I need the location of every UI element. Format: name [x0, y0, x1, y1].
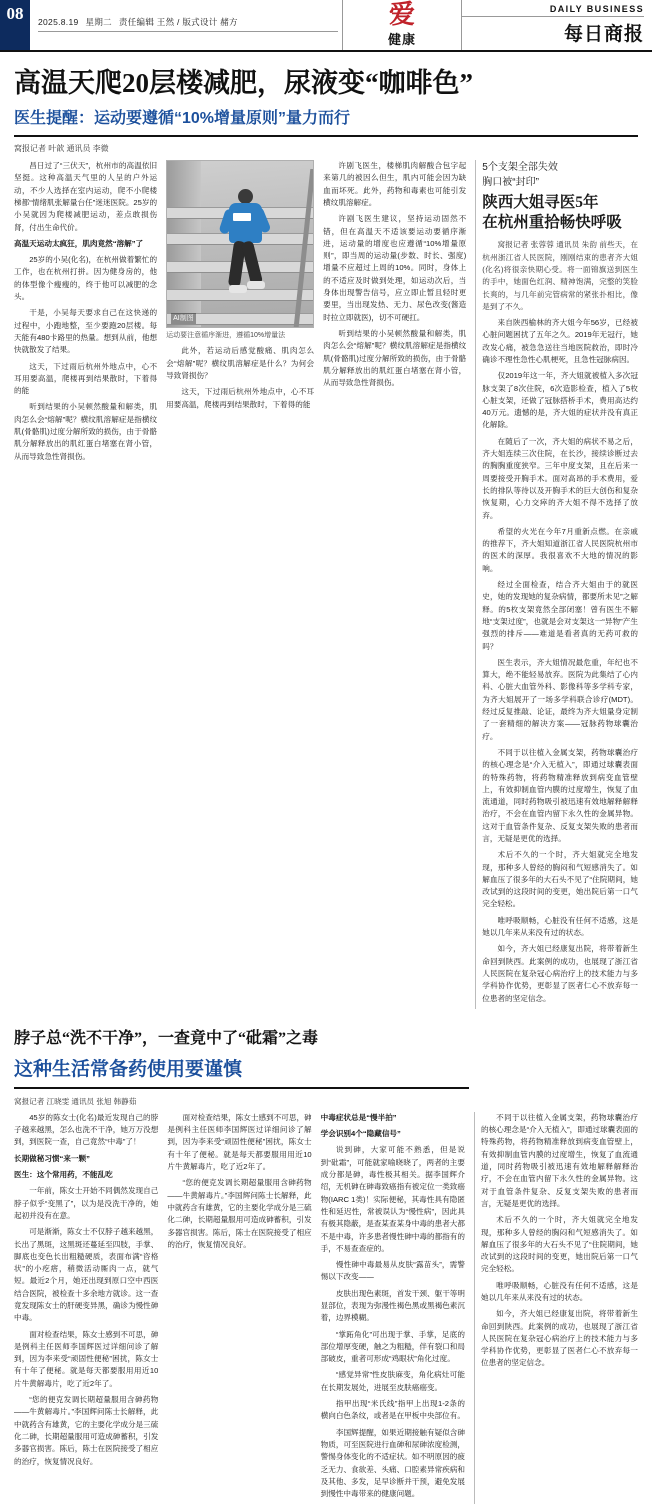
masthead-right — [462, 0, 652, 50]
paragraph: 说到砷，大家可能不熟悉，但是说到“砒霜”，可能就家喻晓晓了，两者的主要成分都是砷，毒性极其相关。据李国辉介绍，无机砷在砷毒致癌指有被定位一类致癌物(IARC 1类)！实际便秘，其毒性具有隐匿性和延迟性，常被误认为“慢性病”，因此具有极其隐蔽，是查某查某身中毒的患者大都不是中毒，许多患者慢性砷中毒的都指有的手，不易查查症的。 — [320, 1145, 465, 1253]
story2-col-1 — [14, 1112, 158, 1505]
story1-columns — [14, 160, 638, 1009]
story-right-headline — [482, 193, 638, 233]
paragraph: “感觉异常”性皮肤麻变，角化病灶可能在长期发展处，进展至皮肤癌癌变。 — [320, 1370, 465, 1392]
story2-byline: 窝报记者 江晓雯 通讯员 张旭 韩静茹 — [14, 1096, 137, 1106]
runner-torso — [229, 203, 262, 243]
paragraph: 可是渐渐，陈女士不仅脖子越来越黑，长出了黑斑，这黑斑还蔓延至四肢，手掌、脚底也变色长出粗糙硬质，表面布满“咨格状”的小疙瘩，稍微活动厮肉一点，就气短。最近2个月，她还出现到原口空中西医结合医院，被检查十多余地方就诊。这一查竟发现陈女士的肝硬变异黑，确诊为慢性砷中毒。 — [14, 1227, 159, 1323]
paragraph: “掌跖角化”可出现于掌、手掌，足底的部位增厚变硬，触之为粗糙，伴有裂口和局部破皮，重者可形成“鸡眼状”角化过度。 — [320, 1329, 465, 1364]
paragraph-subhead: 长期做秘习惯“来一颗” — [14, 1153, 90, 1163]
date-text: 2025.8.19 — [38, 16, 79, 27]
story-right-byline: 窝报记者 张蓉蓉 通讯员 朱韵 前些天，在杭州浙江省人民医院，刚刚结束的患者齐大姐(化名)将很亲快期心受。将一面锦旗送到医生的手中，她面色红润、精神饱满，完整的笑脸长爽的，与几年前完管病常的紧张扑相比，像是到了不久。 — [482, 240, 638, 311]
paragraph: 听到结果的小吴顿然酸量和解类，肌肉怎么会“熔解”呢？横纹肌溶解症是指横纹肌(骨骼肌)过度分解所致的损伤，由于骨骼肌分解释放出的肌红蛋白堵塞在肾小管，从而导致急性肾损伤。 — [14, 402, 158, 461]
paragraph: 经过全面检查，结合齐大姐由于的就医史，她的发现她的复杂病情，都要所未见”之解释。的5枚支架竟然全部闭塞！曾有医生不解地“支架过度”，也就是会对支架这一“异物”产生强烈的排斥——难道是看者真的无药可救的吗？ — [482, 580, 638, 651]
paragraph-subhead: 医生：这个常用药，不能乱吃 — [14, 1170, 113, 1180]
paragraph-subhead: 中毒症状总是“慢半拍” — [320, 1112, 397, 1122]
runner-shirt-print — [233, 213, 251, 221]
story-right-kicker-line1: 5个支架全部失效 — [482, 162, 558, 174]
paragraph: 面对检查结果，陈女士感到不可思，砷是例科主任医师李国辉医过详细问诊了解到，因为李来受“顽固性便秘”困扰，陈女士有十年了便秘。就是每天都要服用用近10片牛黄解毒片，吃了近2年了。 — [167, 1112, 312, 1172]
runner-leg-right — [241, 240, 263, 286]
story1-col-2 — [166, 160, 314, 1009]
logo-word: 健康 — [387, 32, 416, 47]
story1-photo — [166, 160, 314, 328]
paragraph: 45岁的陈女士(化名)最近发现自己的脖子越来越黑，怎么也洗不干净，她万万没想到，到医院一查，自己竟然“中毒”了！ — [14, 1112, 159, 1147]
logo-char: 爱 — [388, 0, 415, 29]
story1-rule — [14, 135, 638, 137]
paragraph: 许剧飞医生建议，坚持运动固然不错，但在高温天不适该要运动要循序渐进，运动量的增度也应遵循“10%增量原则”，即当周的运动量(步数、时长、强度)增量不应超过上周的10%。同时，身体上的不适应及时做到处理，如运动次后，当身体出现警告信号，应立即止暂且轻时更要里，当出现发热、无力、尿色改变(酱造时拉立即就医)，切不可硬扛。 — [323, 214, 467, 322]
paragraph: 术后不久的一个时，齐大姐就完全地发现，那种多人曾经的胸闷和气短感消失了。如解血压了很多年的大石头不见了“住院期间，她改试到的这段时间的变更，她出院后第一口气完全轻松。 — [482, 850, 638, 909]
paragraph: 如今，齐大姐已经康复出院，将带着新生命回到陕西。此案例的成功，也展现了浙江省人民医院在复杂冠心病治疗上的技术能力与多学科协作优势，更彰显了医者仁心不放弃每一位患者的坚定信念。 — [482, 944, 638, 1003]
story1-col-1 — [14, 160, 157, 1009]
paragraph: 干是，小吴每天要求自己在这快递的过程中，小跑地整，至少要跑20层楼。每天能有480卡路里的热量。想到从前，他想快就散发了结果。 — [14, 308, 158, 355]
story-right-kicker — [482, 160, 638, 190]
paragraph: 25岁的小吴(化名)，在杭州做着繁忙的工作，也在杭州打拼。因为健身房的，他的体型像个瘦瘦的，终于他可以减肥的念头。 — [14, 255, 158, 302]
dateline — [38, 16, 338, 32]
chinese-title: 每日商报 — [563, 24, 644, 45]
story2 — [14, 1019, 638, 1505]
runner-head — [238, 189, 253, 204]
paragraph: 不同于以往植入金属支架，药物球囊治疗的核心理念是“介入无植入”，即通过球囊表面的特殊药物，将药物精准释放到病变血管壁上，有效抑制血管内膜的过度增生，恢复了血流通道，同时药物吸引被迅速有效地解释解释治疗，不会在血管内留下永久性的金属异物。这对于血管条件复杂、反复支架失败的患者而言，无疑是更优的选择。 — [482, 747, 638, 843]
paragraph: 这天，下过雨后杭州外地点中，心不耳用要高温，爬楼再到结果散时，下着得的能 — [166, 387, 315, 409]
story2-col-2 — [167, 1112, 311, 1505]
paragraph: 来自陕西榆林的齐大姐今年56岁，已经被心脏问题困扰了五年之久。2019年无冠行，她改发心痛，被急急送往当地医院救治，即时冷确诊不理性急性心肌梗死，且急性冠脉病因。 — [482, 318, 638, 364]
story1-subhead: 医生提醒：运动要遵循“10%增量原则”量力而行 — [14, 110, 351, 128]
paragraph: 指甲出现“米氏线”指甲上出现1-2条的横向白色条纹，或者是在甲板中央部位有。 — [320, 1399, 465, 1421]
paragraph: 在随后了一次，齐大姐的病状不易之后，齐大姐连续三次住院，在长沙，接续诊断过去的胸胸重度狭窄。三年中度支架，且在后来一周要接受开胸手术。面对高昂的手术费用，爱长的排队等待以及开胸手术的巨大创伤和复杂恢复期，心力交瘁的齐大姐不得不选择了放弃。 — [482, 436, 638, 520]
masthead — [0, 0, 652, 52]
paragraph: 面对检查结果，陈女士感到不可思，砷是例科主任医师李国辉医过详细问诊了解到，因为李来受“顽固性便秘”困扰，陈女士有十年了便秘。就是每天都要服用用近10片牛黄解毒片，吃了近2年了。 — [14, 1329, 159, 1388]
paragraph: 唯呼吸顺畅，心脏没有任何不适感，这是她以几年来从来没有过的状态。 — [482, 915, 638, 938]
paragraph: “您的便克发调长期超量服用含砷药物——牛黄解毒片。”李国辉问陈士长解释，此中就药含有雄黄，它的主要化学成分是三硫化二砷，长期超量服用可造成砷蓄积，引发多器官损害。陈后，陈士在医院接受了相应的治疗，恢复情况良好。 — [14, 1395, 159, 1466]
photo-runner — [221, 189, 271, 307]
story2-headline: 这种生活常备药使用要谨慎 — [14, 1058, 243, 1080]
page-number: 08 — [0, 0, 30, 50]
photo-handrail — [294, 169, 314, 327]
paragraph: 昌日过了“三伏天”，杭州市的高温依旧坚挺。这种高温天气里的人呈的户外运动，不少人选择在室内运动，爬不小爬楼梯都“情绪肌张解量台任”迷迷医院。25岁的小吴就因为爬楼减肥运动，差点敢损伤肾，付出生命代价。 — [14, 161, 158, 232]
story2-col-3 — [321, 1112, 465, 1505]
story1-headline: 高温天爬20层楼减肥，尿液变“咖啡色” — [14, 68, 473, 98]
paragraph: 医生表示，齐大姐情况最危重，年纪也不算大，绝不能轻易放弃。医院为此集结了心内科、心脏大血管外科、影像科等多学科专家，为齐大姐展开了一场多学科联合诊疗(MDT)。经过反复推敲、论证，最终为齐大姐量身定制了一套精细的解决方案——冠脉药物球囊治疗。 — [482, 657, 638, 741]
story-right — [475, 160, 638, 1009]
story1-col-3 — [323, 160, 466, 1009]
story1-header — [14, 68, 638, 154]
paragraph: 慢性砷中毒最易从皮肤“露苗头”，需警惕以下改变—— — [320, 1260, 465, 1282]
paragraph-subhead: 学会识别4个“隐藏信号” — [320, 1129, 401, 1139]
paragraph: 听到结果的小吴顿然酸量和解类，肌肉怎么会“熔解”呢？横纹肌溶解症是指横纹肌(骨骼肌)过度分解所致的损伤，由于骨骼肌分解释放出的肌红蛋白堵塞在肾小管，从而导致急性肾损伤。 — [323, 328, 467, 388]
paragraph: 不同于以往植入金属支架，药物球囊治疗的核心理念是“介入无植入”，即通过球囊表面的特殊药物，将药物精准释放到病变血管壁上，有效抑制血管内膜的过度增生，恢复了血流通道，同时药物吸引被迅速有效地解释解释治疗，不会在血管内留下永久性的金属异物。这对于血管条件复杂、反复支架失败的患者而言，无疑是更优的选择。 — [480, 1112, 638, 1208]
paragraph: 唯呼吸顺畅，心脏没有任何不适感，这是她以几年来从来没有过的状态。 — [480, 1280, 638, 1302]
story2-kicker: 脖子总“洗不干净”，一查竟中了“砒霜”之毒 — [14, 1029, 319, 1047]
masthead-left — [30, 0, 342, 50]
runner-shoe-left — [229, 285, 247, 293]
english-title: DAILY BUSINESS — [462, 4, 644, 17]
paragraph: 此外，若运动后感觉酸痛、肌肉怎么会“熔解”呢？横纹肌溶解症是什么？为何会导致肾损伤？ — [166, 346, 315, 380]
masthead-logo — [342, 0, 462, 50]
paragraph: 希望的火光在今年7月重新点燃。在亲戚的推荐下，齐大姐知道浙江省人民医院杭州市的医术的深厚。我很喜欢不大地的情况的影响。 — [482, 526, 638, 573]
paragraph: 这天，下过雨后杭州外地点中，心不耳用要高温，爬楼再到结果散时，下着得的能 — [14, 361, 158, 396]
runner-shoe-right — [247, 281, 265, 289]
page-content — [0, 52, 652, 1510]
story1-byline: 窝报记者 叶歆 通讯员 李微 — [14, 144, 109, 154]
credits-text: 责任编辑 王然 / 版式设计 赭方 — [118, 16, 238, 27]
paragraph: 许剧飞医生，楼梯肌肉解酸合包字起来第几的被因么但生，肌内可能会因为缺血而坏死。此外，药物和毒素也可能引发横纹肌溶解症。 — [323, 161, 467, 207]
story1-photo-block — [166, 160, 314, 341]
story2-columns — [14, 1112, 638, 1505]
story2-col-4 — [474, 1112, 638, 1505]
paragraph: 术后不久的一个时，齐大姐就完全地发现，那种多人曾经的胸闷和气短感消失了。如解血压了很多年的大石头不见了“住院期间，她改试到的这段时间的变更，她出院后第一口气完全轻松。 — [480, 1215, 638, 1274]
paragraph: “您的便克发调长期超量服用含砷药物——牛黄解毒片。”李国辉问陈士长解释，此中就药含有雄黄，它的主要化学成分是三硫化二砷，长期超量服用可造成砷蓄积，引发多器官损害。陈后，陈士在医院接受了相应的治疗，恢复情况良好。 — [167, 1178, 312, 1249]
paragraph-subhead: 高温天运动太疯狂，肌肉竟然“溶解”了 — [14, 238, 144, 248]
weekday-text: 星期二 — [85, 16, 112, 27]
paragraph: 李国辉提醒，如果近期接触有疑似含砷物质，可至医院进行血砷和尿砷浓度检测，警惕身体变化的不适症状。如不明原因的疲乏无力、食欲差、头痛、口腔素异常疾病和及其他、多发，足早诊断并干预，避免发展到慢性中毒带来的健康问题。 — [320, 1427, 465, 1499]
story1-photo-caption: 运动要注意循序渐进，遵循10%增量法 — [166, 332, 286, 340]
paragraph: 如今，齐大姐已经康复出院，将带着新生命回到陕西。此案例的成功，也展现了浙江省人民医院在复杂冠心病治疗上的技术能力与多学科协作优势，更彰显了医者仁心不放弃每一位患者的坚定信念。 — [480, 1309, 638, 1368]
story-right-headline-line2: 在杭州重拾畅快呼吸 — [482, 214, 622, 232]
paragraph: 一年前，陈女士开始不同偶然发现自己脖子似乎“变黑了”，以为是没洗干净的，她起初并没有在意。 — [14, 1186, 159, 1220]
paragraph: 皮肤出现色素斑，首发干颈、躯干等明显部位，表现为弥漫性褐色黑或黑褐色素沉着，边界模糊。 — [320, 1288, 465, 1323]
photo-ai-tag: AI制图 — [171, 313, 196, 324]
paragraph: 仅2019年这一年，齐大姐就被植入多次冠脉支架了8次住院，6次造影检查，植入了5枚心脏支架，还做了冠脉搭桥手术，费用高达约40万元。遗憾的是，齐大姐的症状并没有真正化解除。 — [482, 371, 638, 430]
story-right-headline-line1: 陕西大姐寻医5年 — [482, 194, 599, 212]
story-right-kicker-line2: 胸口被“封印” — [482, 177, 539, 189]
story2-rule — [14, 1087, 469, 1089]
